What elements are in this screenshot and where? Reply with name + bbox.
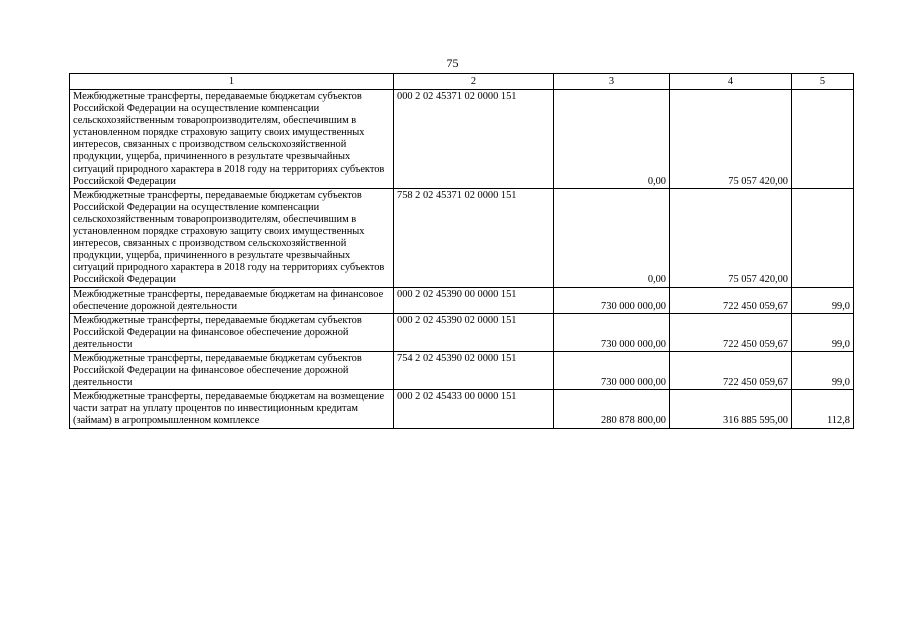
header-cell-code: 2 (394, 74, 554, 90)
row-name-cell: Межбюджетные трансферты, передаваемые бюджетам субъектов Российской Федерации на осуществление компенсации сельскохозяйственным товаропроизводителям, обеспечившим в установленном порядке страховую защиту своих имущественных интересов, связанных с производством сельскохозяйственной продукции, ущерба, причиненного в результате чрезвычайных ситуаций природного характера в 2018 году на территориях субъектов Российской Федерации (70, 90, 394, 189)
row-code-cell: 000 2 02 45371 02 0000 151 (394, 90, 554, 189)
table-row (70, 188, 854, 287)
table-row (70, 287, 854, 313)
row-executed-cell: 722 450 059,67 (670, 313, 792, 351)
row-percent-cell (792, 188, 854, 287)
row-executed-cell: 722 450 059,67 (670, 351, 792, 389)
row-executed-cell: 75 057 420,00 (670, 188, 792, 287)
row-percent-cell (792, 90, 854, 189)
row-code-cell: 000 2 02 45390 02 0000 151 (394, 313, 554, 351)
row-code-cell: 758 2 02 45371 02 0000 151 (394, 188, 554, 287)
row-approved-cell: 280 878 800,00 (554, 390, 670, 428)
table-row (70, 351, 854, 389)
table-row (70, 390, 854, 428)
row-executed-cell: 316 885 595,00 (670, 390, 792, 428)
header-cell-approved: 3 (554, 74, 670, 90)
row-approved-cell: 730 000 000,00 (554, 287, 670, 313)
row-executed-cell: 75 057 420,00 (670, 90, 792, 189)
page-number: 75 (446, 56, 459, 70)
table-row (70, 90, 854, 189)
row-percent-cell: 99,0 (792, 351, 854, 389)
row-percent-cell: 112,8 (792, 390, 854, 428)
row-name-cell: Межбюджетные трансферты, передаваемые бюджетам субъектов Российской Федерации на осуществление компенсации сельскохозяйственным товаропроизводителям, обеспечившим в установленном порядке страховую защиту своих имущественных интересов, связанных с производством сельскохозяйственной продукции, ущерба, причиненного в результате чрезвычайных ситуаций природного характера в 2018 году на территориях субъектов Российской Федерации (70, 188, 394, 287)
row-percent-cell: 99,0 (792, 287, 854, 313)
table-row (70, 313, 854, 351)
row-name-cell: Межбюджетные трансферты, передаваемые бюджетам на финансовое обеспечение дорожной деятельности (70, 287, 394, 313)
row-code-cell: 754 2 02 45390 02 0000 151 (394, 351, 554, 389)
header-cell-percent: 5 (792, 74, 854, 90)
row-percent-cell: 99,0 (792, 313, 854, 351)
row-name-cell: Межбюджетные трансферты, передаваемые бюджетам субъектов Российской Федерации на финансовое обеспечение дорожной деятельности (70, 351, 394, 389)
row-name-cell: Межбюджетные трансферты, передаваемые бюджетам на возмещение части затрат на уплату процентов по инвестиционным кредитам (займам) в агропромышленном комплексе (70, 390, 394, 428)
row-executed-cell: 722 450 059,67 (670, 287, 792, 313)
header-cell-name: 1 (70, 74, 394, 90)
row-approved-cell: 730 000 000,00 (554, 351, 670, 389)
row-name-cell: Межбюджетные трансферты, передаваемые бюджетам субъектов Российской Федерации на финансовое обеспечение дорожной деятельности (70, 313, 394, 351)
row-code-cell: 000 2 02 45433 00 0000 151 (394, 390, 554, 428)
row-approved-cell: 0,00 (554, 188, 670, 287)
budget-execution-table (69, 73, 854, 429)
row-code-cell: 000 2 02 45390 00 0000 151 (394, 287, 554, 313)
row-approved-cell: 730 000 000,00 (554, 313, 670, 351)
header-cell-executed: 4 (670, 74, 792, 90)
table-header-row (70, 74, 854, 90)
row-approved-cell: 0,00 (554, 90, 670, 189)
